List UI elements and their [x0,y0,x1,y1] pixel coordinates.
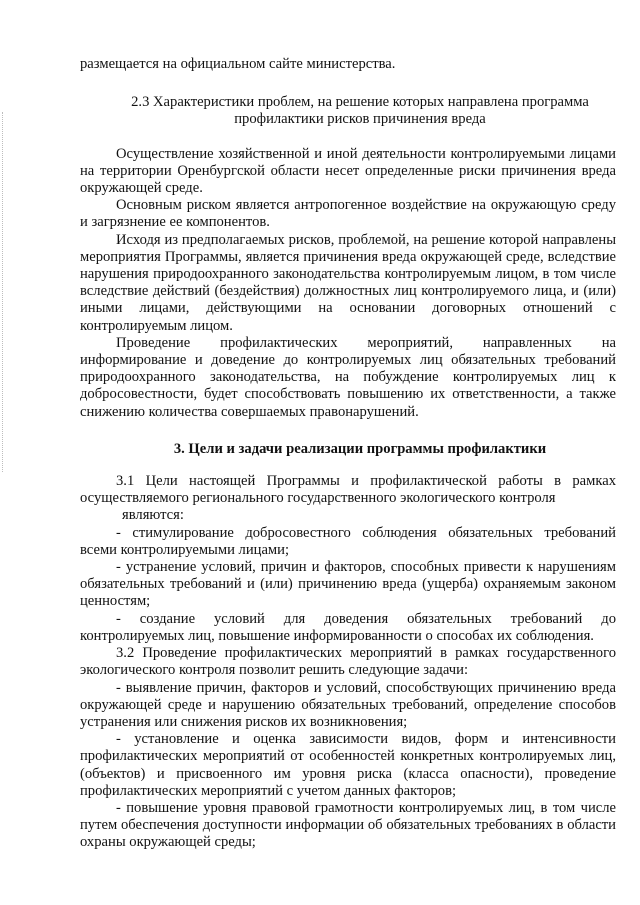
task-item-3: - повышение уровня правовой грамотности контролируемых лиц, в том числе путем обеспечения доступности информации об обязательных требованиях в области охраны окружающей среды; [80,799,616,851]
paragraph-top: размещается на официальном сайте министерства. [80,56,396,72]
paragraph-measures: Проведение профилактических мероприятий, направленных на информирование и доведение до контролируемых лиц обязательных требований природоохранного законодательства, на побуждение контролируемых лиц к добросовестности, будет способствовать повышению их ответственности, а также снижению количества совершаемых правонарушений. [80,334,616,420]
section-3-heading: 3. Цели и задачи реализации программы профилактики [173,440,547,457]
section-2-3-heading: 2.3 Характеристики проблем, на решение которых направлена программа профилактики рисков причинения вреда [131,94,589,128]
scan-margin-mark [2,112,4,472]
paragraph-goals: 3.1 Цели настоящей Программы и профилактической работы в рамках осуществляемого регионального государственного экологического контроля [80,473,616,507]
goal-item-3: - создание условий для доведения обязательных требований до контролируемых лиц, повышение информированности о способах их соблюдения. [80,610,616,644]
task-item-1: - выявление причин, факторов и условий, способствующих причинению вреда окружающей среде и нарушению обязательных требований, определение способов устранения или снижения рисков их возникновения; [80,679,616,730]
page-content [80,56,616,852]
paragraph-goals-tail: являются: [122,507,184,524]
goal-item-1: - стимулирование добросовестного соблюдения обязательных требований всеми контролируемыми лицами; [80,524,616,558]
paragraph-problem: Исходя из предполагаемых рисков, проблемой, на решение которой направлены мероприятия Программы, является причинения вреда окружающей среде, вследствие нарушения природоохранного законодательства контролируемым лицом, в том числе вследствие действий (бездействия) должностных лиц контролируемого лица, и (или) иными лицами, действующими на основании договорных отношений с контролируемым лицом. [80,231,616,334]
task-item-2: - установление и оценка зависимости видов, форм и интенсивности профилактических мероприятий от особенностей конкретных контролируемых лиц, (объектов) и присвоенного им уровня риска (класса опасности), проведение профилактических мероприятий с учетом данных факторов; [80,731,616,799]
paragraph-risk-intro: Осуществление хозяйственной и иной деятельности контролируемыми лицами на территории Оренбургской области несет определенные риски причинения вреда окружающей среде. [80,145,616,197]
paragraph-main-risk: Основным риском является антропогенное воздействие на окружающую среду и загрязнение ее компонентов. [80,197,616,231]
paragraph-tasks: 3.2 Проведение профилактических мероприятий в рамках государственного экологического контроля позволит решить следующие задачи: [80,645,616,679]
goal-item-2: - устранение условий, причин и факторов, способных привести к нарушениям обязательных требований и (или) причинению вреда (ущерба) охраняемым законом ценностям; [80,559,616,610]
